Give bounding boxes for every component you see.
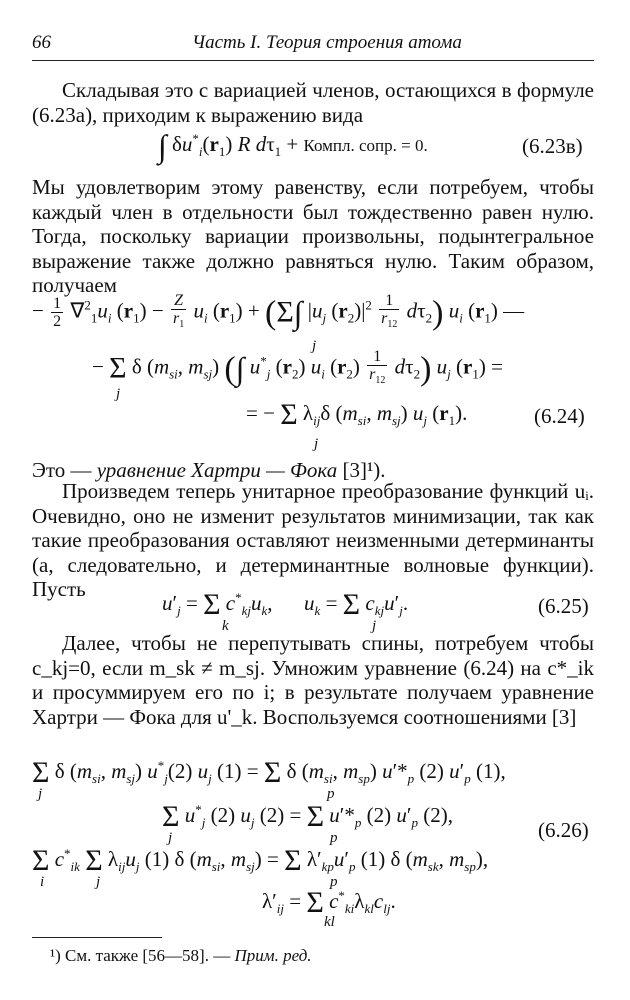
- sum-index-j-1: j: [312, 338, 317, 354]
- equation-label-6-26: (6.26): [538, 818, 589, 842]
- paragraph-4: Произведем теперь унитарное преобразование функций uᵢ. Очевидно, оно не изменит результатов минимизации, так как такие преобразования оставляют неизменными детерминанты (а, следовательно, и детерминантные волновые функции). Пусть: [32, 479, 594, 601]
- equation-6-24-line2: − Σ δ ($m_{si}$, $m_{sj}$) (∫ $u^*_j$ $(r_2)$ $u_i$ $(r_2)$ $\frac{1}{r_{12}}$ $d\tau_2$) $u_j$ $(r_1)$ =: [92, 348, 503, 388]
- sum-index-p-3: p: [330, 874, 338, 890]
- sum-index-j-5: j: [38, 786, 43, 802]
- sum-index-kl: kl: [324, 914, 335, 930]
- equation-6-26-line1: Σ δ ($m_{si}$, $m_{sj}$) $u^*_j(2)$ $u_j$ (1) = Σ δ ($m_{si}$, $m_{sp}$) $u'*_p$ (2) $u'_p$ (1),: [32, 756, 506, 789]
- p3-suffix: [3]¹).: [337, 458, 386, 482]
- sum-index-j-6: j: [168, 830, 173, 846]
- equation-6-26-line3: Σ $c^*_{ik}$ Σ $\lambda_{ij}u_j$ (1) δ ($m_{si}$, $m_{sj}) = \Sigma$ $\lambda'_{kp}u'_p$ (1) δ ($m_{sk}$, $m_{sp}$),: [32, 844, 489, 877]
- header-rule: [32, 60, 594, 61]
- equation-6-26-line4: $\lambda'_{ij} = \Sigma$ $c^*_{ki}\lambda_{kl}c_{lj}$.: [262, 886, 396, 919]
- paragraph-1: Складывая это с вариацией членов, остающихся в формуле (6.23а), приходим к выражению вида: [32, 78, 594, 127]
- paragraph-2: Мы удовлетворим этому равенству, если потребуем, чтобы каждый член в отдельности был тождественно равен нулю. Тогда, поскольку вариации произвольны, подынтегральное выражение также должно равняться нулю. Таким образом, получаем: [32, 175, 594, 297]
- equation-6-26-line2: Σ $u^*_j$ (2) $u_j$ (2) = Σ $u'*_p$ (2) $u'_p$ (2),: [162, 800, 453, 833]
- footnote-italic: Прим. ред.: [234, 946, 312, 965]
- equation-6-23v: ∫ $\delta u^*_i(r_1)$ R $d\tau_1$ + Компл. сопр. = 0.: [158, 128, 428, 164]
- paragraph-5: Далее, чтобы не перепутывать спины, потребуем чтобы c_kj=0, если m_sk ≠ m_sj. Умножим уравнение (6.24) на c*_ik и просуммируем его по i; в результате получаем уравнение Хартри — Фока для u'_k. Воспользуемся соотношениями [3]: [32, 631, 594, 729]
- footnote: [50, 946, 312, 966]
- equation-6-25: $u'_j = \Sigma$ $c^*_{kj}u_k$, $u_k = \Sigma$ $c_{kj}u'_j$.: [162, 588, 409, 621]
- footnote-mark: ¹): [50, 946, 61, 965]
- p3-prefix: Это —: [32, 458, 97, 482]
- sum-index-i: i: [40, 874, 45, 890]
- sum-index-j-3: j: [314, 436, 319, 452]
- running-title: Часть I. Теория строения атома: [192, 32, 462, 53]
- sum-index-j-2: j: [116, 386, 121, 402]
- sum-index-p-1: p: [327, 786, 335, 802]
- equation-6-24-line1: − $\frac{1}{2}$ $\nabla^2_1u_i$ $(r_1)$ − $\frac{Z}{r_1}$ $u_i$ $(r_1) + (\Sigma\int$ $|u_j$ $(r_2)|^2$ $\frac{1}{r_{12}}$ $d\tau_2$) $u_i$ $(r_1)$ —: [32, 292, 525, 332]
- equation-label-6-25: (6.25): [538, 594, 589, 618]
- sum-index-p-2: p: [330, 830, 338, 846]
- sum-index-k: k: [222, 618, 229, 634]
- p3-italic: уравнение Хартри — Фока: [96, 458, 338, 482]
- equation-label-6-23v: (6.23в): [522, 134, 583, 158]
- sum-index-j-7: j: [96, 874, 101, 890]
- equation-label-6-24: (6.24): [534, 404, 585, 428]
- equation-6-24-line3: = − Σ $\lambda_{ij}\delta$ ($m_{si}$, $m_{sj}$) $u_j$ $(r_1)$.: [246, 398, 468, 431]
- footnote-rule: [32, 937, 162, 938]
- eq-623v-text: Компл. сопр. = 0.: [303, 136, 428, 155]
- page-number: 66: [32, 32, 51, 53]
- sum-index-j-4: j: [372, 618, 377, 634]
- page-header: [32, 32, 592, 58]
- footnote-text: См. также [56—58]. —: [65, 946, 235, 965]
